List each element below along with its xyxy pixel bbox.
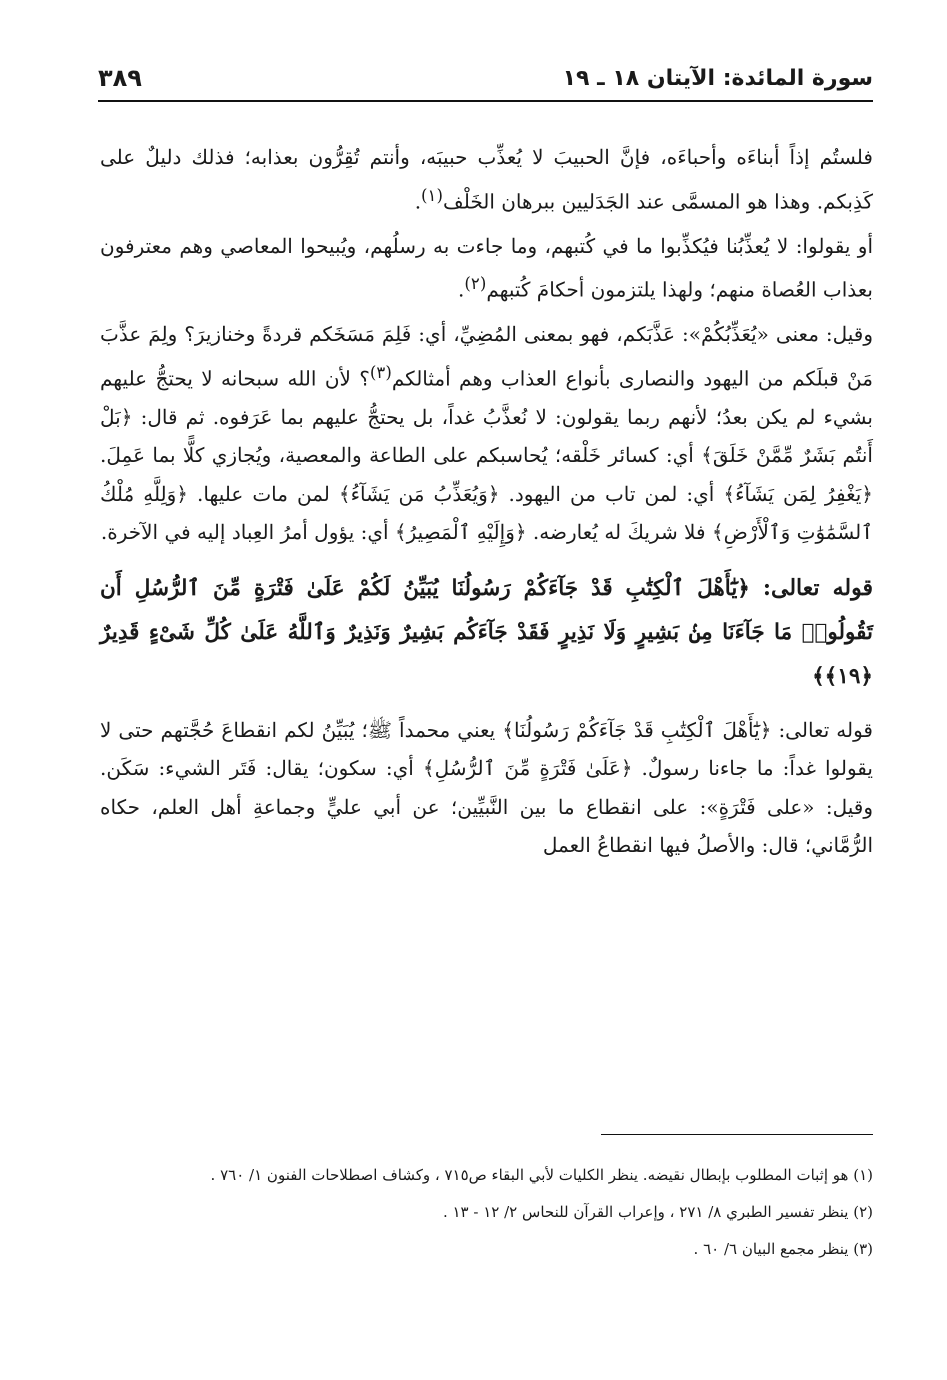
- verse-block: [100, 566, 873, 699]
- running-header: [98, 62, 873, 96]
- verse-lead: قوله تعالى:: [762, 574, 873, 601]
- paragraph-1: [100, 138, 873, 221]
- chapter-title: سورة المائدة: الآيتان ١٨ ـ ١٩: [562, 66, 873, 91]
- header-divider: [98, 100, 873, 102]
- paragraph-3-text: وقيل: معنى «يُعَذِّبُكُمْ»: عَذَّبَكم، فهو بمعنى المُضِيِّ، أي: فَلِمَ مَسَخَكم قردةً وخنازيرَ؟ ولِمَ عذَّبَ مَنْ قبلَكم من اليهود والنصارى بأنواع العذاب وهم أمثالكم: [100, 322, 873, 391]
- footnote-ref-3: (٣): [369, 362, 392, 382]
- paragraph-4: [100, 711, 873, 865]
- paragraph-3-text-b: ؟ لأن الله سبحانه لا يحتجُّ عليهم بشيء لم يكن بعدُ؛ لأنهم ربما يقولون: لا نُعذَّبُ غداً، بل يحتجُّ عليهم بما عَرَفوه. ثم قال: ﴿بَلْ أَنتُم بَشَرٌ مِّمَّنْ خَلَقَ﴾ أي: كسائر خَلْقه؛ يُحاسبكم على الطاعة والمعصية، ويُجازي كلًّا بما عَمِلَ. ﴿يَغْفِرُ لِمَن يَشَآءُ﴾ أي: لمن تاب من اليهود. ﴿وَيُعَذِّبُ مَن يَشَآءُ﴾ لمن مات عليها. ﴿وَلِلَّهِ مُلْكُ ٱلسَّمَٰوَٰتِ وَٱلْأَرْضِ﴾ فلا شريكَ له يُعارضه. ﴿وَإِلَيْهِ ٱلْمَصِيرُ﴾ أي: يؤول أمرُ العِباد إليه في الآخرة.: [100, 366, 874, 545]
- footnote-2: (٢) ينظر تفسير الطبري ٨/ ٢٧١ ، وإعراب القرآن للنحاس ٢/ ١٢ - ١٣ .: [442, 1203, 873, 1221]
- footnote-ref-1: (١): [421, 185, 443, 205]
- main-text: [100, 138, 873, 871]
- footnote-3: (٣) ينظر مجمع البيان ٦/ ٦٠ .: [693, 1240, 873, 1258]
- page-number: ٣٨٩: [98, 64, 142, 92]
- footnotes: [80, 1160, 873, 1271]
- paragraph-1-end: .: [414, 189, 422, 214]
- footnote-1: (١) هو إثبات المطلوب بإبطال نقيضه. ينظر الكليات لأبي البقاء ص٧١٥ ، وكشاف اصطلاحات الفنون ١/ ٧٦٠ .: [210, 1166, 873, 1184]
- paragraph-1-text: فلستُم إذاً أبناءَه وأحباءَه، فإنَّ الحبيبَ لا يُعذِّب حبيبَه، وأنتم تُقِرُّون بعذابه؛ فذلك دليلٌ على كَذِبكم. وهذا هو المسمَّى عند الجَدَليين ببرهان الخَلْف: [100, 145, 873, 214]
- paragraph-2: [100, 227, 873, 310]
- verse-text: ﴿يَٰٓأَهْلَ ٱلْكِتَٰبِ قَدْ جَآءَكُمْ رَسُولُنَا يُبَيِّنُ لَكُمْ عَلَىٰ فَتْرَةٍ مِّنَ ٱلرُّسُلِ أَن تَقُولُوا۟ مَا جَآءَنَا مِنۢ بَشِيرٍ وَلَا نَذِيرٍ فَقَدْ جَآءَكُم بَشِيرٌ وَنَذِيرٌ وَٱللَّهُ عَلَىٰ كُلِّ شَىْءٍ قَدِيرٌ ﴿١٩﴾﴾: [100, 575, 873, 689]
- paragraph-2-end: .: [458, 277, 465, 302]
- paragraph-2-text: أو يقولوا: لا يُعذِّبُنا فيُكذِّبوا ما في كُتبهم، وما جاءت به رسلُهم، ويُبيحوا المعاصي وهم معترفون بعذاب العُصاة منهم؛ ولهذا يلتزمون أحكامَ كُتبهم: [100, 233, 873, 302]
- footnote-ref-2: (٢): [464, 274, 487, 294]
- paragraph-3: [100, 315, 873, 552]
- paragraph-4-text: قوله تعالى: ﴿يَٰٓأَهْلَ ٱلْكِتَٰبِ قَدْ جَآءَكُمْ رَسُولُنَا﴾ يعني محمداً ﷺ؛ يُبَيِّنُ لكم انقطاعَ حُجَّتهم حتى لا يقولوا غداً: ما جاءنا رسولٌ. ﴿عَلَىٰ فَتْرَةٍ مِّنَ ٱلرُّسُلِ﴾ أي: سكون؛ يقال: فَتَر الشيء: سَكَن. وقيل: «على فَتْرَةٍ»: على انقطاع ما بين النَّبيِّين؛ عن أبي عليٍّ وجماعةِ أهل العلم، حكاه الرُّمَّاني؛ قال: والأصلُ فيها انقطاعُ العمل: [100, 717, 873, 858]
- footnote-divider: [601, 1134, 873, 1135]
